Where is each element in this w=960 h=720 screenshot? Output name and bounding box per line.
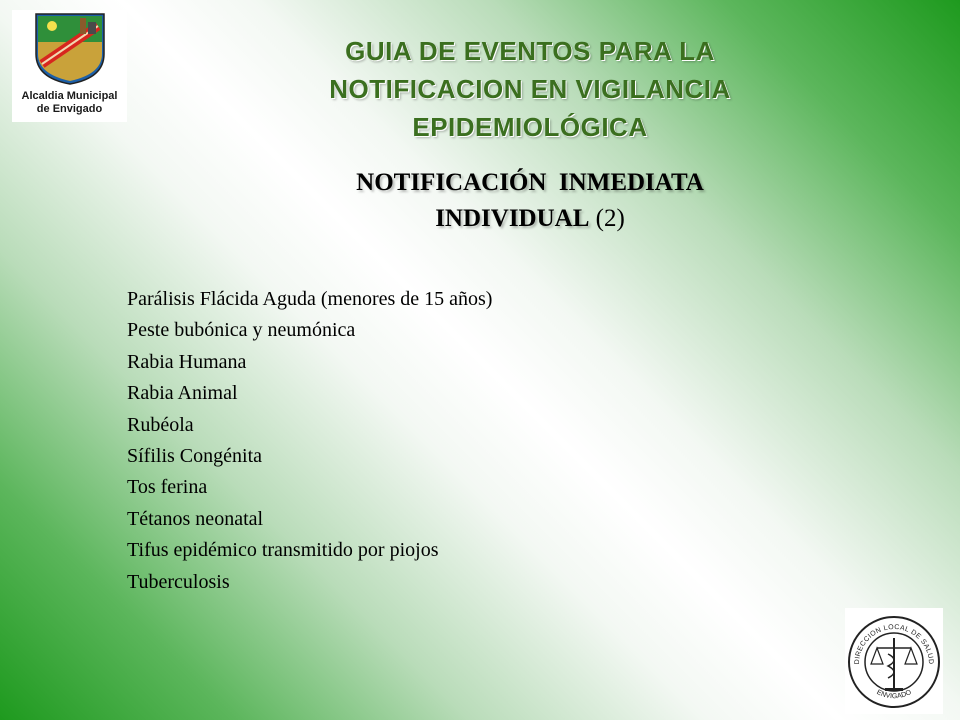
list-item: Peste bubónica y neumónica [127,319,356,342]
event-list [127,284,492,598]
section-heading-line-1: NOTIFICACIÓN INMEDIATA [356,169,704,196]
list-item: Sífilis Congénita [127,445,262,468]
list-item: Tuberculosis [127,570,230,593]
seal-top-text: DIRECCION LOCAL DE SALUD [853,623,935,665]
logo-text-line-1: Alcaldia Municipal [21,90,118,102]
municipality-logo [12,10,127,122]
list-item: Tifus epidémico transmitido por piojos [127,539,439,562]
section-heading [230,165,830,237]
logo-text-line-2: de Envigado [36,103,103,115]
health-seal-icon [845,608,943,714]
section-heading-line-2 [230,201,830,237]
list-item: Rubéola [127,413,194,436]
section-heading-label: INDIVIDUAL [435,205,590,232]
title-line-3: EPIDEMIOLÓGICA [412,112,648,142]
title-line-1: GUIA DE EVENTOS PARA LA [345,36,715,66]
page-title [230,32,830,146]
title-line-2: NOTIFICACION EN VIGILANCIA [329,74,731,104]
seal-bottom-text: ENVIGADO [875,688,913,701]
municipal-shield-icon [30,12,110,86]
list-item: Rabia Humana [127,350,247,373]
section-number: (2) [595,205,625,232]
list-item: Rabia Animal [127,382,238,405]
list-item: Parálisis Flácida Aguda (menores de 15 años) [127,288,493,310]
list-item: Tos ferina [127,476,208,499]
logo-text [12,90,127,116]
list-item: Tétanos neonatal [127,507,264,530]
